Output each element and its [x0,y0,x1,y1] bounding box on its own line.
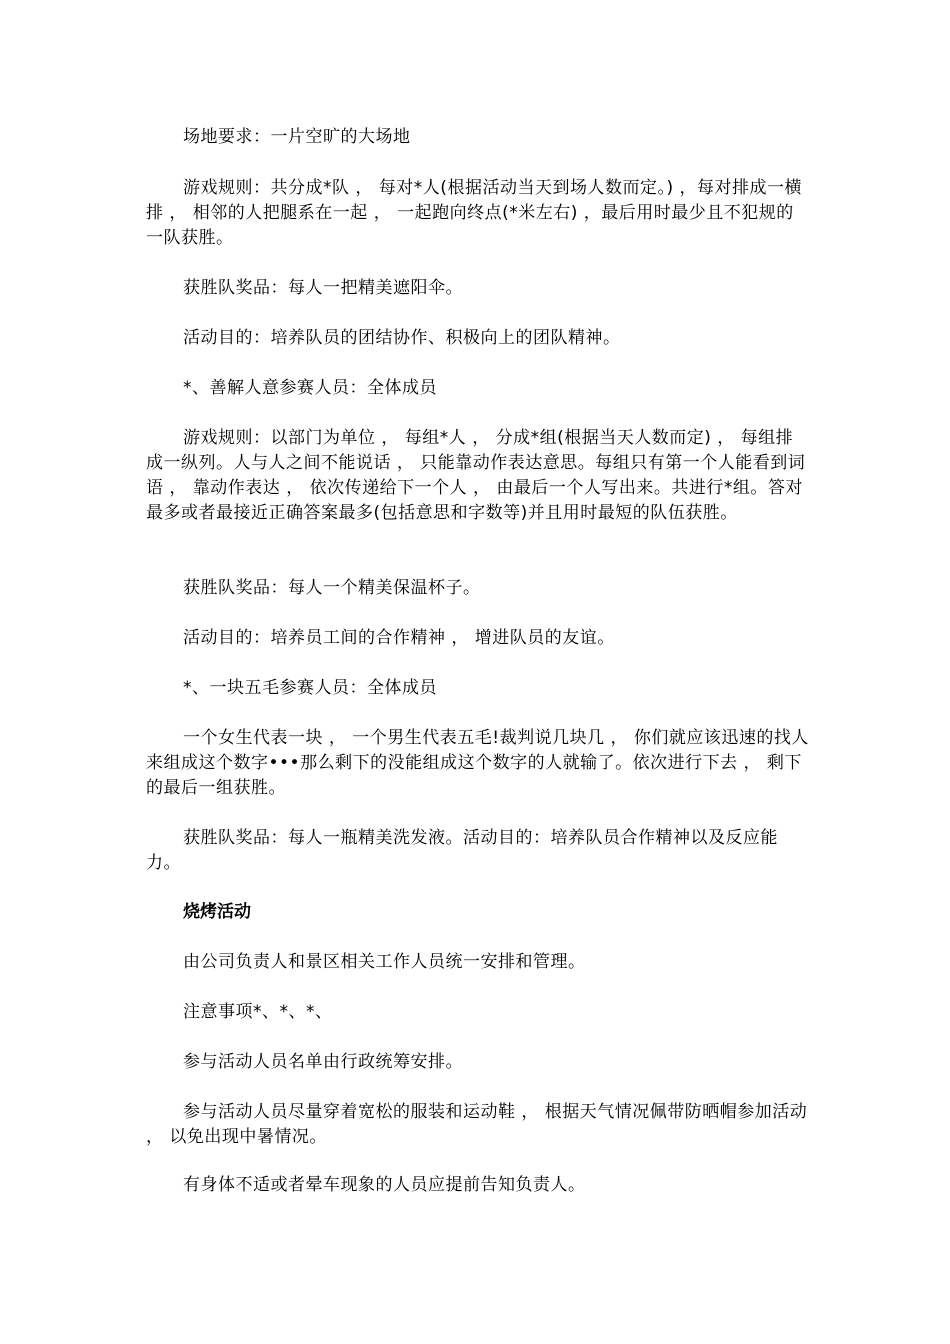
paragraph-prize-3: 获胜队奖品：每人一瓶精美洗发液。活动目的：培养队员合作精神以及反应能力。 [146,828,778,873]
paragraph-purpose-1: 活动目的：培养队员的团结协作、积极向上的团队精神。 [183,328,621,348]
paragraph-bbq-management: 由公司负责人和景区相关工作人员统一安排和管理。 [183,952,586,972]
paragraph-venue: 场地要求：一片空旷的大场地 [183,127,411,147]
paragraph-clothing: 参与活动人员尽量穿着宽松的服装和运动鞋 ， 根据天气情况佩带防晒帽参加活动 ， 以免出现中暑情况。 [146,1102,808,1147]
paragraph-purpose-2: 活动目的：培养员工间的合作精神 ， 增进队员的友谊。 [183,628,615,648]
paragraph-notes-title: 注意事项*、*、*、 [183,1002,333,1022]
paragraph-participant-list: 参与活动人员名单由行政统筹安排。 [183,1052,463,1072]
paragraph-health-notice: 有身体不适或者晕车现象的人员应提前告知负责人。 [183,1175,586,1195]
paragraph-game-rules-1: 游戏规则：共分成*队 ， 每对*人(根据活动当天到场人数而定。) ，每对排成一横排 ， 相邻的人把腿系在一起 ， 一起跑向终点(*米左右) ，最后用时最少且不犯规的一队获胜。 [146,178,802,248]
paragraph-game-2-title: *、善解人意参赛人员：全体成员 [183,378,437,398]
paragraph-prize-2: 获胜队奖品：每人一个精美保温杯子。 [183,578,481,598]
section-heading-bbq: 烧烤活动 [183,902,251,922]
paragraph-game-rules-3: 一个女生代表一块 ， 一个男生代表五毛!裁判说几块几 ， 你们就应该迅速的找人来组成这个数字•••那么剩下的没能组成这个数字的人就输了。依次进行下去 ， 剩下的最后一组获胜。 [146,728,809,798]
paragraph-game-3-title: *、一块五毛参赛人员：全体成员 [183,678,437,698]
paragraph-prize-1: 获胜队奖品：每人一把精美遮阳伞。 [183,278,463,298]
paragraph-game-rules-2: 游戏规则：以部门为单位 ， 每组*人 ， 分成*组(根据当天人数而定) ， 每组排成一纵列。人与人之间不能说话 ， 只能靠动作表达意思。每组只有第一个人能看到词语 ， 靠动作表达 ， 依次传递给下一个人 ， 由最后一个人写出来。共进行*组。答对最多或者最接近正确答案最多(包括意思和字数等)并且用时最短的队伍获胜。 [146,428,806,523]
